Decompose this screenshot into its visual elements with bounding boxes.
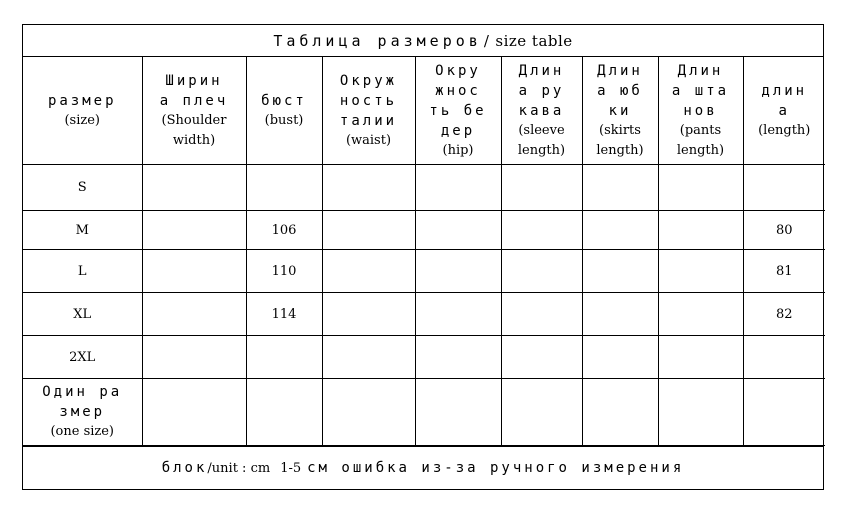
table-cell [415,336,501,379]
size-table [23,57,825,446]
table-cell [415,165,501,211]
footer-error-range: 1-5 [280,460,302,476]
header-bust: бюст (bust) [246,57,322,165]
table-cell [501,250,582,293]
table-cell [743,336,825,379]
table-cell [658,250,743,293]
table-cell [582,211,658,250]
table-cell: 80 [743,211,825,250]
header-shoulder-width: Ширин а плеч (Shoulder width) [142,57,246,165]
table-cell [322,336,415,379]
size-table-frame [22,24,824,490]
header-sleeve-length: Длин а ру кава (sleeve length) [501,57,582,165]
table-cell [658,211,743,250]
table-row [23,165,825,211]
table-cell [582,379,658,446]
table-cell [415,250,501,293]
table-cell [322,165,415,211]
header-hip: Окру жнос ть бе дер (hip) [415,57,501,165]
table-cell: 82 [743,293,825,336]
table-cell [322,250,415,293]
table-row [23,293,825,336]
table-row-one-size [23,379,825,446]
title-english: size table [495,31,573,50]
table-cell [501,336,582,379]
table-cell [501,379,582,446]
table-cell [322,211,415,250]
title-separator: / [483,31,490,50]
table-cell: 81 [743,250,825,293]
table-cell [246,379,322,446]
table-cell [658,293,743,336]
table-cell [322,379,415,446]
header-row [23,57,825,165]
table-row [23,250,825,293]
table-cell [501,165,582,211]
size-cell: XL [23,293,142,336]
header-pants-length: Длин а шта нов (pants length) [658,57,743,165]
header-waist: Окруж ность талии (waist) [322,57,415,165]
table-cell [501,211,582,250]
footer-unit-russian: блок [161,460,208,476]
table-cell [142,293,246,336]
table-cell: 114 [246,293,322,336]
size-cell: M [23,211,142,250]
table-row [23,336,825,379]
footer-error-note: см ошибка из-за ручного измерения [307,460,685,476]
table-cell [501,293,582,336]
table-cell [582,293,658,336]
table-cell [582,250,658,293]
table-cell [246,336,322,379]
table-cell [246,165,322,211]
table-cell [582,336,658,379]
table-cell: 110 [246,250,322,293]
table-cell [142,379,246,446]
table-cell [142,250,246,293]
table-cell [582,165,658,211]
table-cell [658,336,743,379]
footer-note [23,446,823,489]
footer-unit-english: /unit : cm [207,460,271,476]
table-cell [142,211,246,250]
table-cell [658,165,743,211]
table-cell [658,379,743,446]
size-cell: S [23,165,142,211]
table-cell [415,211,501,250]
table-cell [142,165,246,211]
title-russian: Таблица размеров [273,31,482,50]
size-cell-one-size: Один ра змер (one size) [23,379,142,446]
table-title [23,25,823,57]
table-cell [743,165,825,211]
table-cell: 106 [246,211,322,250]
table-cell [743,379,825,446]
table-cell [415,379,501,446]
table-cell [322,293,415,336]
table-row [23,211,825,250]
header-skirt-length: Длин а юб ки (skirts length) [582,57,658,165]
table-cell [142,336,246,379]
size-cell: L [23,250,142,293]
header-length: длин а (length) [743,57,825,165]
header-size: размер (size) [23,57,142,165]
table-cell [415,293,501,336]
size-cell: 2XL [23,336,142,379]
